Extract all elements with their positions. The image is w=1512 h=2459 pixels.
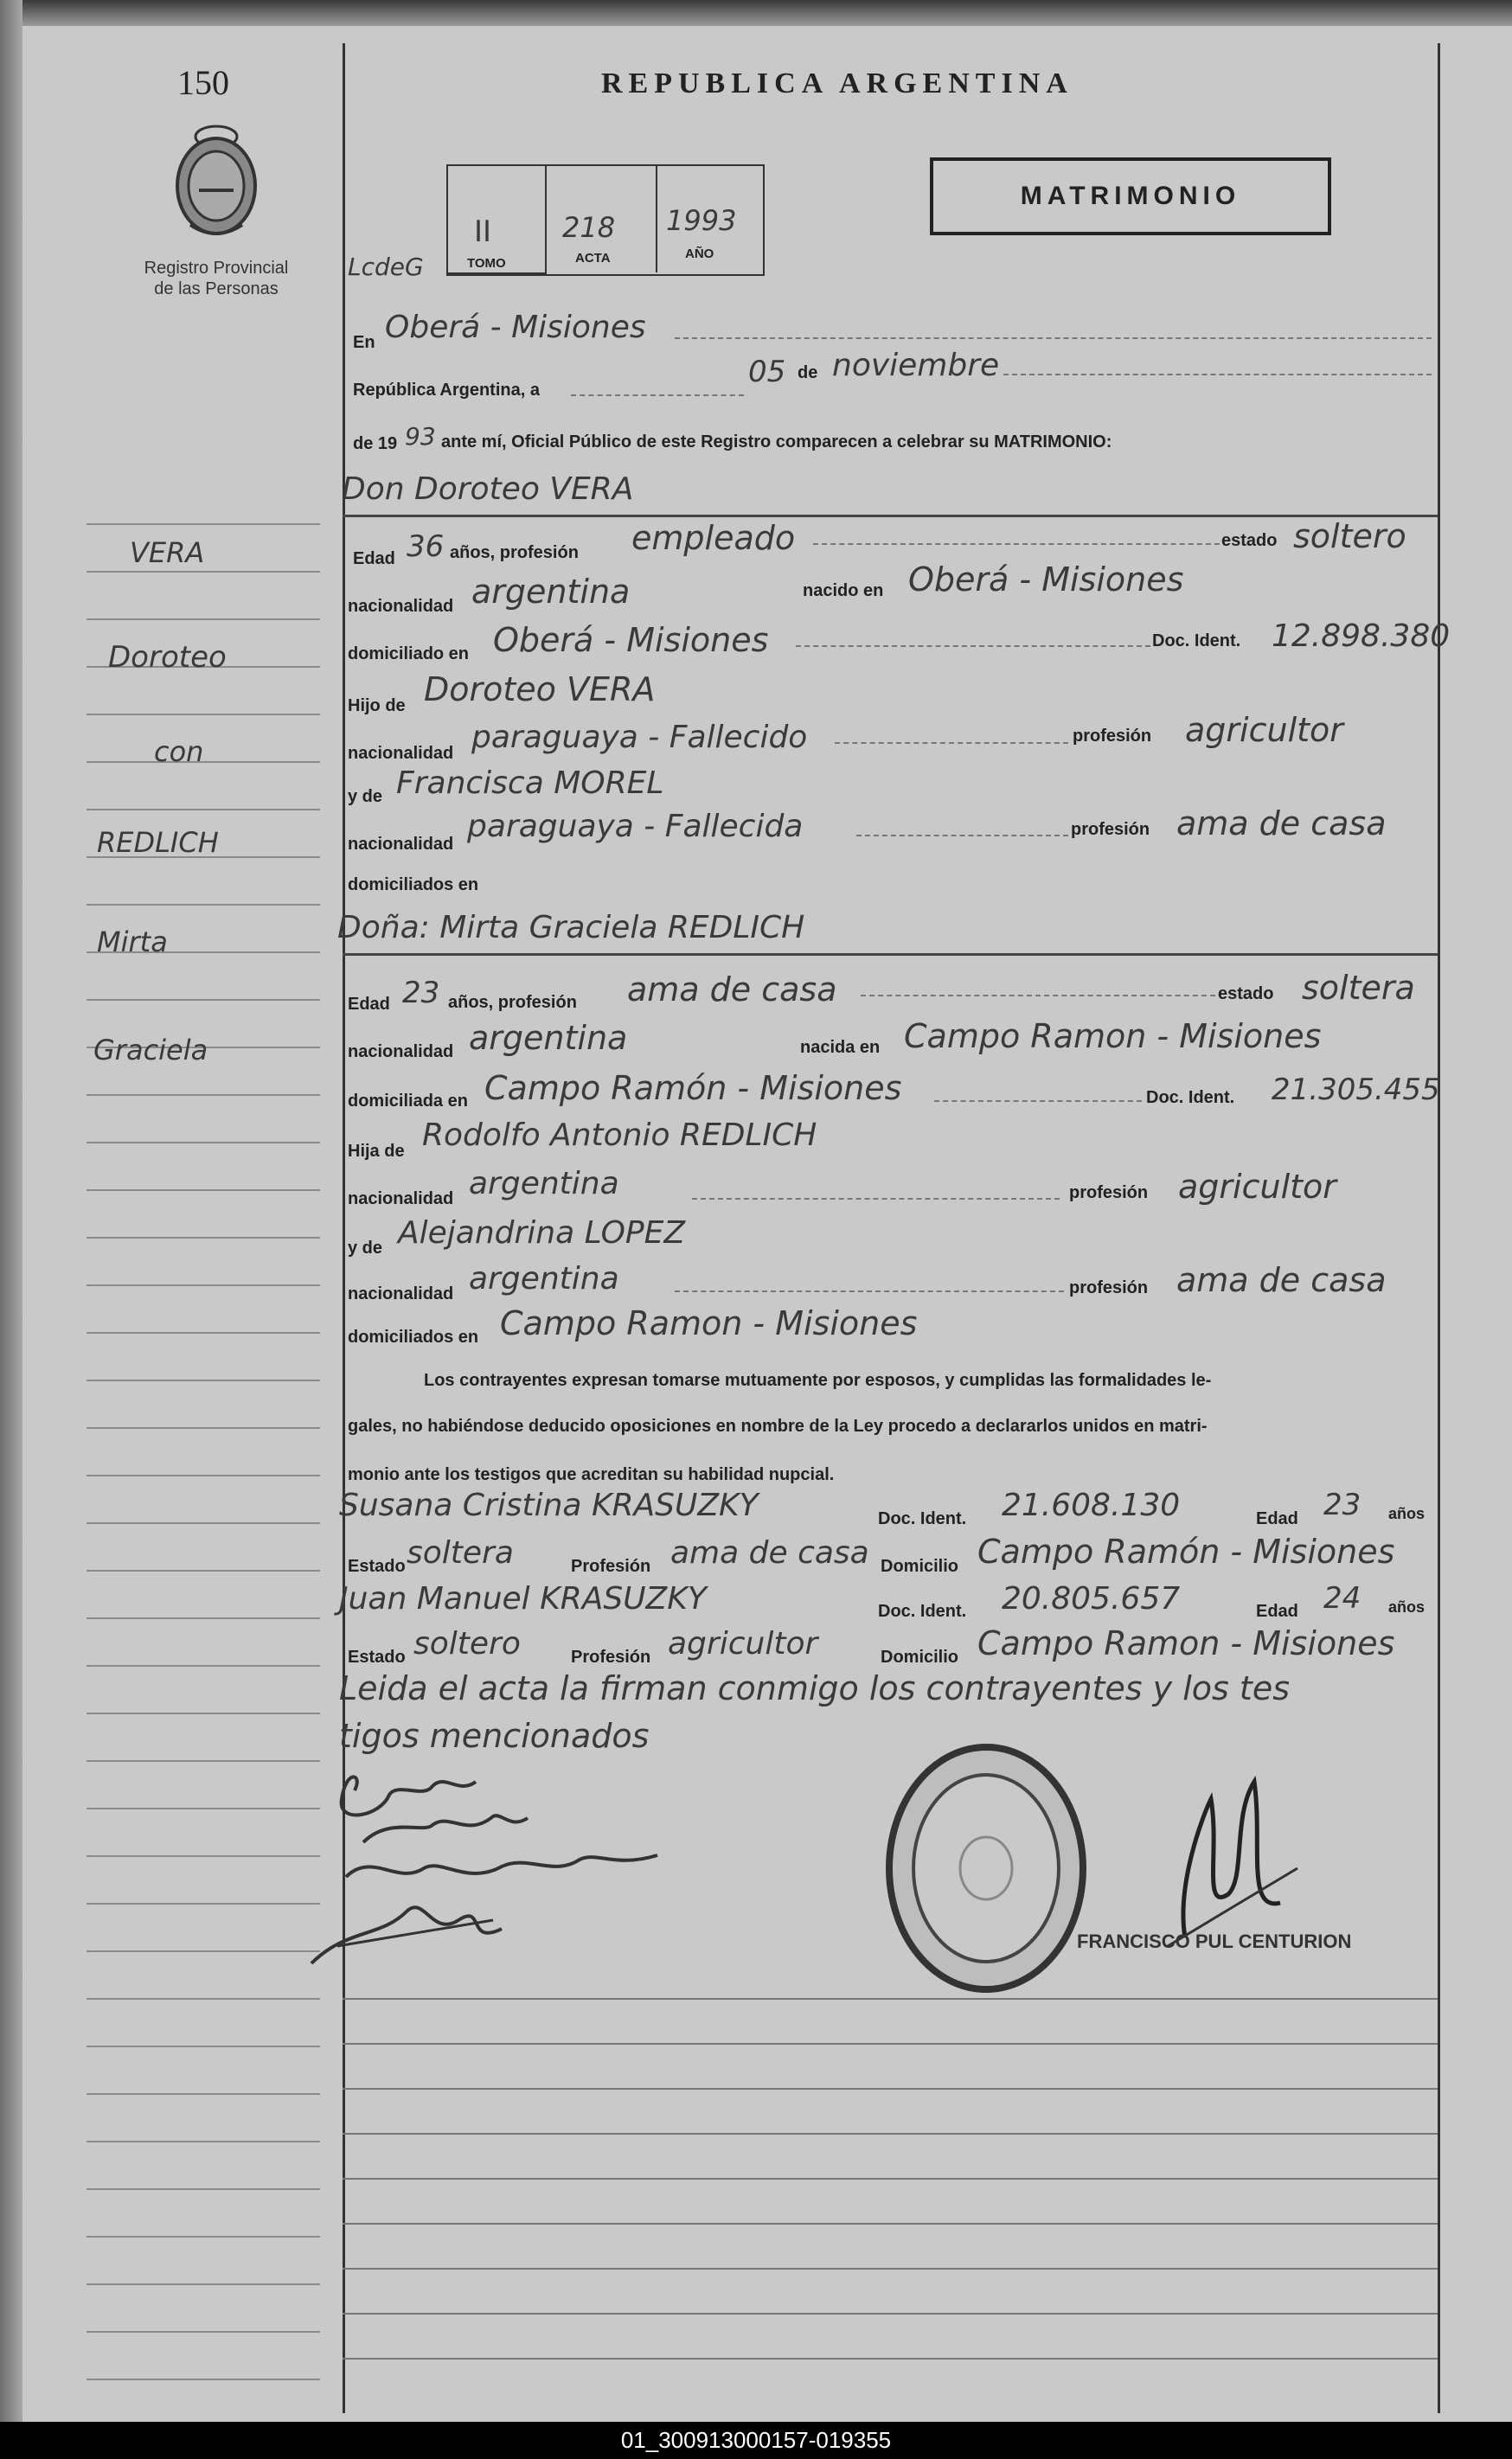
- binding-edge: [0, 0, 22, 2422]
- bride-title: Doña: Mirta Graciela REDLICH: [337, 910, 805, 945]
- closing-line-1: Leida el acta la firman conmigo los contrayentes y los tes: [339, 1669, 1291, 1707]
- groom-nacido-label: nacido en: [803, 581, 884, 600]
- witness1-estado-label: Estado: [348, 1557, 406, 1576]
- groom-doc: 12.898.380: [1272, 618, 1451, 654]
- margin-ruled-line: [86, 1855, 320, 1857]
- groom-padre: Doroteo VERA: [424, 670, 656, 708]
- margin-ruled-line: [86, 2236, 320, 2238]
- year-label: de 19: [353, 434, 398, 453]
- witness2-edad-label: Edad: [1256, 1602, 1298, 1621]
- ruled-line: [343, 2358, 1438, 2360]
- margin-ruled-line: [86, 1617, 320, 1619]
- groom-madre-nac-label: nacionalidad: [348, 835, 454, 854]
- witness2-edad: 24: [1323, 1581, 1361, 1616]
- groom-domiciliados-label: domiciliados en: [348, 875, 479, 894]
- groom-madre: Francisca MOREL: [396, 765, 664, 801]
- day-value: 05: [748, 355, 786, 389]
- groom-padre-prof-label: profesión: [1073, 727, 1152, 746]
- witness1-doc: 21.608.130: [1002, 1488, 1181, 1523]
- groom-nac-label: nacionalidad: [348, 597, 454, 616]
- bride-domiciliados: Campo Ramon - Misiones: [500, 1304, 918, 1342]
- groom-edad: 36: [407, 529, 445, 564]
- coat-of-arms-icon: [164, 121, 268, 242]
- margin-ruled-line: [86, 999, 320, 1001]
- margin-rule: [343, 43, 345, 2413]
- officer-name: FRANCISCO PUL CENTURION: [1077, 1931, 1352, 1952]
- image-id-footer: 01_300913000157-019355: [0, 2422, 1512, 2459]
- ruled-line: [343, 2088, 1438, 2090]
- margin-name-2: Doroteo: [108, 640, 227, 675]
- appear-text: ante mí, Oficial Público de este Registro comparecen a celebrar su MATRIMONIO:: [441, 432, 1112, 451]
- page-top-shadow: [0, 0, 1512, 26]
- witness2-prof-label: Profesión: [571, 1648, 651, 1667]
- bride-doc: 21.305.455: [1272, 1073, 1440, 1107]
- margin-ruled-line: [86, 571, 320, 573]
- signatures: [294, 1764, 744, 1989]
- margin-ruled-line: [86, 1189, 320, 1191]
- right-rule: [1438, 43, 1440, 2413]
- bride-nacida-label: nacida en: [800, 1038, 881, 1057]
- groom-nacido: Oberá - Misiones: [908, 560, 1184, 599]
- groom-edad-label: Edad: [353, 549, 395, 568]
- bride-prof-label: años, profesión: [448, 993, 577, 1012]
- witness2-profesion: agricultor: [668, 1626, 818, 1662]
- margin-ruled-line: [86, 1284, 320, 1286]
- margin-ruled-line: [86, 2331, 320, 2333]
- margin-ruled-line: [86, 2141, 320, 2142]
- book-prefix: LcdeG: [348, 253, 424, 281]
- republic-label: República Argentina, a: [353, 381, 540, 400]
- margin-ruled-line: [86, 904, 320, 906]
- bride-domiciliados-label: domiciliados en: [348, 1328, 479, 1347]
- bride-padre-nac: argentina: [469, 1166, 619, 1201]
- bride-domicilio: Campo Ramón - Misiones: [484, 1069, 902, 1107]
- margin-ruled-line: [86, 809, 320, 810]
- act-type-box: MATRIMONIO: [930, 157, 1331, 235]
- margin-ruled-line: [86, 2046, 320, 2047]
- margin-ruled-line: [86, 523, 320, 525]
- groom-yde-label: y de: [348, 787, 383, 806]
- bride-madre-prof-label: profesión: [1069, 1278, 1149, 1297]
- margin-ruled-line: [86, 2283, 320, 2285]
- bride-doc-label: Doc. Ident.: [1146, 1088, 1235, 1107]
- groom-nacionalidad: argentina: [471, 573, 631, 611]
- witness1-prof-label: Profesión: [571, 1557, 651, 1576]
- bride-edad: 23: [402, 976, 440, 1010]
- witness2-anos: años: [1388, 1598, 1426, 1616]
- groom-padre-prof: agricultor: [1185, 711, 1343, 749]
- margin-ruled-line: [86, 1427, 320, 1429]
- groom-dom-label: domiciliado en: [348, 644, 470, 663]
- ruled-line: [343, 2223, 1438, 2225]
- margin-ruled-line: [86, 714, 320, 715]
- witness1-edad: 23: [1323, 1488, 1361, 1522]
- margin-ruled-line: [86, 1950, 320, 1952]
- ruled-line: [343, 2313, 1438, 2315]
- acta-value: 218: [562, 211, 616, 244]
- groom-hijo-label: Hijo de: [348, 696, 406, 715]
- bride-madre-prof: ama de casa: [1176, 1261, 1387, 1299]
- margin-ruled-line: [86, 1522, 320, 1524]
- margin-ruled-line: [86, 1808, 320, 1809]
- bride-hija-label: Hija de: [348, 1142, 405, 1161]
- anio-label: AÑO: [685, 247, 714, 261]
- bride-dom-label: domiciliada en: [348, 1092, 468, 1111]
- witness2-doc: 20.805.657: [1002, 1581, 1181, 1617]
- margin-name-1: VERA: [130, 536, 205, 569]
- witness1-domicilio: Campo Ramón - Misiones: [977, 1533, 1395, 1571]
- acta-label: ACTA: [575, 251, 611, 266]
- bride-nac-label: nacionalidad: [348, 1042, 454, 1061]
- groom-padre-nac: paraguaya - Fallecido: [471, 720, 808, 755]
- groom-madre-nac: paraguaya - Fallecida: [467, 809, 804, 844]
- witness2-estado: soltero: [413, 1626, 521, 1662]
- margin-ruled-line: [86, 1142, 320, 1143]
- place-value: Oberá - Misiones: [385, 310, 646, 345]
- groom-prof-label: años, profesión: [450, 543, 579, 562]
- witness2-doc-label: Doc. Ident.: [878, 1602, 967, 1621]
- margin-ruled-line: [86, 2188, 320, 2190]
- witness1-name: Susana Cristina KRASUZKY: [339, 1488, 759, 1523]
- groom-madre-prof-label: profesión: [1071, 820, 1150, 839]
- groom-estado: soltero: [1293, 517, 1406, 555]
- groom-doc-label: Doc. Ident.: [1152, 631, 1241, 650]
- margin-ruled-line: [86, 1665, 320, 1667]
- tomo-value: II: [474, 215, 492, 249]
- place-label: En: [353, 333, 375, 352]
- bride-nacida: Campo Ramon - Misiones: [904, 1017, 1322, 1055]
- official-seal: [874, 1739, 1099, 1998]
- anio-value: 1993: [666, 204, 737, 237]
- groom-padre-nac-label: nacionalidad: [348, 744, 454, 763]
- ruled-line: [343, 2043, 1438, 2045]
- country-heading: REPUBLICA ARGENTINA: [601, 67, 1073, 99]
- margin-ruled-line: [86, 1475, 320, 1476]
- tomo-label: TOMO: [467, 256, 506, 271]
- bride-nacionalidad: argentina: [469, 1019, 628, 1057]
- bride-madre-nac: argentina: [469, 1261, 619, 1297]
- margin-ruled-line: [86, 618, 320, 620]
- year-digits: 93: [405, 422, 436, 451]
- ruled-line: [343, 2178, 1438, 2180]
- margin-ruled-line: [86, 1380, 320, 1381]
- bride-madre: Alejandrina LOPEZ: [398, 1215, 686, 1251]
- month-value: noviembre: [832, 348, 1000, 383]
- bride-estado: soltera: [1302, 969, 1415, 1007]
- bride-madre-nac-label: nacionalidad: [348, 1284, 454, 1303]
- margin-name-3: con: [154, 735, 204, 768]
- closing-line-2: tigos mencionados: [339, 1717, 650, 1755]
- margin-ruled-line: [86, 1998, 320, 2000]
- margin-ruled-line: [86, 1332, 320, 1334]
- margin-ruled-line: [86, 1094, 320, 1096]
- de-label: de: [798, 363, 818, 382]
- bride-padre-prof: agricultor: [1178, 1168, 1336, 1206]
- witness1-edad-label: Edad: [1256, 1509, 1298, 1528]
- groom-estado-label: estado: [1221, 531, 1278, 550]
- witness1-estado: soltera: [407, 1535, 514, 1571]
- legal-line-3: monio ante los testigos que acreditan su habilidad nupcial.: [348, 1465, 835, 1484]
- groom-profesion: empleado: [631, 519, 796, 557]
- bride-edad-label: Edad: [348, 995, 390, 1014]
- witness1-anos: años: [1388, 1505, 1426, 1522]
- witness1-doc-label: Doc. Ident.: [878, 1509, 967, 1528]
- bride-profesion: ama de casa: [627, 970, 837, 1009]
- page-number: 150: [177, 63, 229, 102]
- groom-domicilio: Oberá - Misiones: [493, 621, 769, 659]
- margin-name-6: Graciela: [93, 1034, 208, 1066]
- witness2-name: Juan Manuel KRASUZKY: [339, 1581, 707, 1617]
- margin-name-4: REDLICH: [97, 826, 219, 859]
- margin-ruled-line: [86, 1570, 320, 1572]
- legal-line-2: gales, no habiéndose deducido oposiciones en nombre de la Ley procedo a declararlos unidos en matri-: [348, 1417, 1208, 1436]
- ruled-line: [343, 1998, 1438, 2000]
- witness2-dom-label: Domicilio: [881, 1648, 959, 1667]
- ruled-line: [343, 2133, 1438, 2135]
- margin-ruled-line: [86, 2379, 320, 2380]
- margin-ruled-line: [86, 1760, 320, 1762]
- groom-madre-prof: ama de casa: [1176, 804, 1387, 842]
- bride-estado-label: estado: [1218, 984, 1274, 1003]
- margin-ruled-line: [86, 1903, 320, 1905]
- witness2-estado-label: Estado: [348, 1648, 406, 1667]
- margin-ruled-line: [86, 2093, 320, 2095]
- margin-name-5: Mirta: [97, 925, 168, 958]
- witness1-dom-label: Domicilio: [881, 1557, 959, 1576]
- witness1-profesion: ama de casa: [670, 1535, 869, 1571]
- groom-title: Don Doroteo VERA: [342, 471, 634, 507]
- margin-ruled-line: [86, 1713, 320, 1714]
- bride-padre: Rodolfo Antonio REDLICH: [422, 1117, 817, 1153]
- bride-padre-nac-label: nacionalidad: [348, 1189, 454, 1208]
- legal-line-1: Los contrayentes expresan tomarse mutuamente por esposos, y cumplidas las formalidades le-: [424, 1371, 1212, 1390]
- margin-ruled-line: [86, 1237, 320, 1239]
- witness2-domicilio: Campo Ramon - Misiones: [977, 1624, 1395, 1662]
- registry-label: Registro Provincial de las Personas: [144, 259, 289, 298]
- bride-padre-prof-label: profesión: [1069, 1183, 1149, 1202]
- ruled-line: [343, 2268, 1438, 2270]
- bride-yde-label: y de: [348, 1239, 383, 1258]
